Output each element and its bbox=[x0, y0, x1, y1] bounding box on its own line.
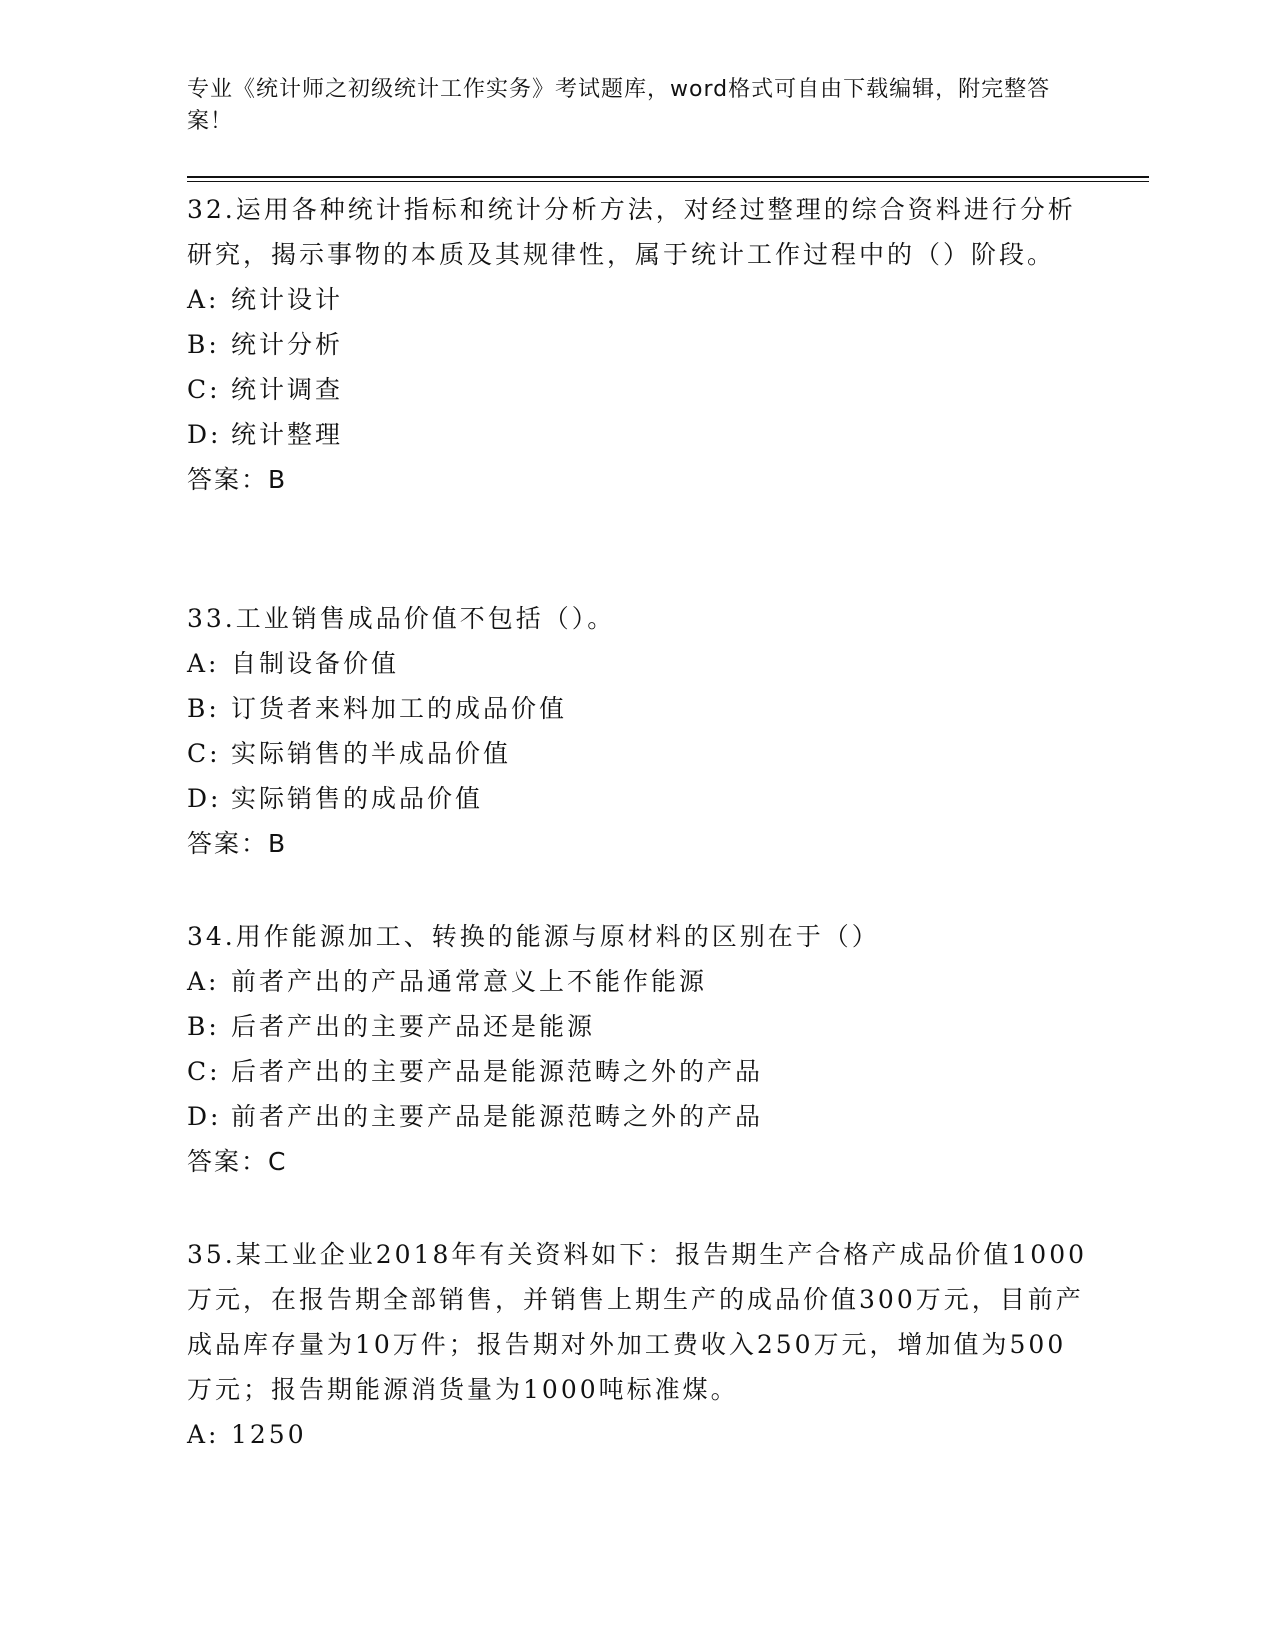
option-c bbox=[187, 1049, 1087, 1094]
option-text: 统计整理 bbox=[231, 420, 344, 449]
option-b bbox=[187, 322, 1087, 367]
option-a bbox=[187, 959, 1087, 1004]
question-33 bbox=[187, 596, 1087, 866]
option-a bbox=[187, 641, 1087, 686]
answer-label: 答案：C bbox=[187, 1147, 288, 1176]
option-d bbox=[187, 776, 1087, 821]
option-c bbox=[187, 731, 1087, 776]
option-letter: D: bbox=[187, 784, 222, 813]
option-letter: B: bbox=[187, 330, 220, 359]
option-text: 前者产出的主要产品是能源范畴之外的产品 bbox=[231, 1102, 764, 1131]
option-b bbox=[187, 1004, 1087, 1049]
option-text: 前者产出的产品通常意义上不能作能源 bbox=[231, 967, 708, 996]
option-letter: D: bbox=[187, 420, 222, 449]
option-text: 实际销售的成品价值 bbox=[231, 784, 484, 813]
question-stem: 33.工业销售成品价值不包括（）。 bbox=[187, 604, 616, 633]
option-letter: C: bbox=[187, 1057, 221, 1086]
option-letter: C: bbox=[187, 375, 221, 404]
option-letter: C: bbox=[187, 739, 221, 768]
header-divider-thin bbox=[187, 181, 1149, 182]
option-text: 统计分析 bbox=[231, 330, 344, 359]
answer-label: 答案：B bbox=[187, 465, 288, 494]
option-text: 实际销售的半成品价值 bbox=[231, 739, 512, 768]
option-letter: A: bbox=[187, 967, 220, 996]
option-letter: A: bbox=[187, 649, 220, 678]
header-divider-thick bbox=[187, 176, 1149, 178]
option-c bbox=[187, 367, 1087, 412]
question-32 bbox=[187, 187, 1087, 502]
question-stem: 32.运用各种统计指标和统计分析方法，对经过整理的综合资料进行分析研究，揭示事物的本质及其规律性，属于统计工作过程中的（）阶段。 bbox=[187, 195, 1076, 269]
option-text: 订货者来料加工的成品价值 bbox=[231, 694, 568, 723]
option-letter: A: bbox=[187, 1420, 220, 1449]
option-text: 自制设备价值 bbox=[231, 649, 400, 678]
option-letter: D: bbox=[187, 1102, 222, 1131]
option-text: 后者产出的主要产品是能源范畴之外的产品 bbox=[231, 1057, 764, 1086]
option-letter: B: bbox=[187, 694, 220, 723]
answer-label: 答案：B bbox=[187, 829, 288, 858]
question-stem: 34.用作能源加工、转换的能源与原材料的区别在于（） bbox=[187, 922, 880, 951]
question-stem: 35.某工业企业2018年有关资料如下：报告期生产合格产成品价值1000万元，在报告期全部销售，并销售上期生产的成品价值300万元，目前产成品库存量为10万件；报告期对外加工费收入250万元，增加值为500万元；报告期能源消货量为1000吨标准煤。 bbox=[187, 1240, 1088, 1404]
option-b bbox=[187, 686, 1087, 731]
option-text: 1250 bbox=[231, 1420, 307, 1449]
question-35 bbox=[187, 1232, 1087, 1457]
option-d bbox=[187, 412, 1087, 457]
option-d bbox=[187, 1094, 1087, 1139]
option-text: 统计设计 bbox=[231, 285, 344, 314]
question-34 bbox=[187, 914, 1087, 1184]
option-a bbox=[187, 1412, 1087, 1457]
option-a bbox=[187, 277, 1087, 322]
option-text: 后者产出的主要产品还是能源 bbox=[231, 1012, 596, 1041]
option-letter: B: bbox=[187, 1012, 220, 1041]
option-letter: A: bbox=[187, 285, 220, 314]
document-header: 专业《统计师之初级统计工作实务》考试题库，word格式可自由下载编辑，附完整答案！ bbox=[187, 77, 1051, 134]
option-text: 统计调查 bbox=[231, 375, 344, 404]
